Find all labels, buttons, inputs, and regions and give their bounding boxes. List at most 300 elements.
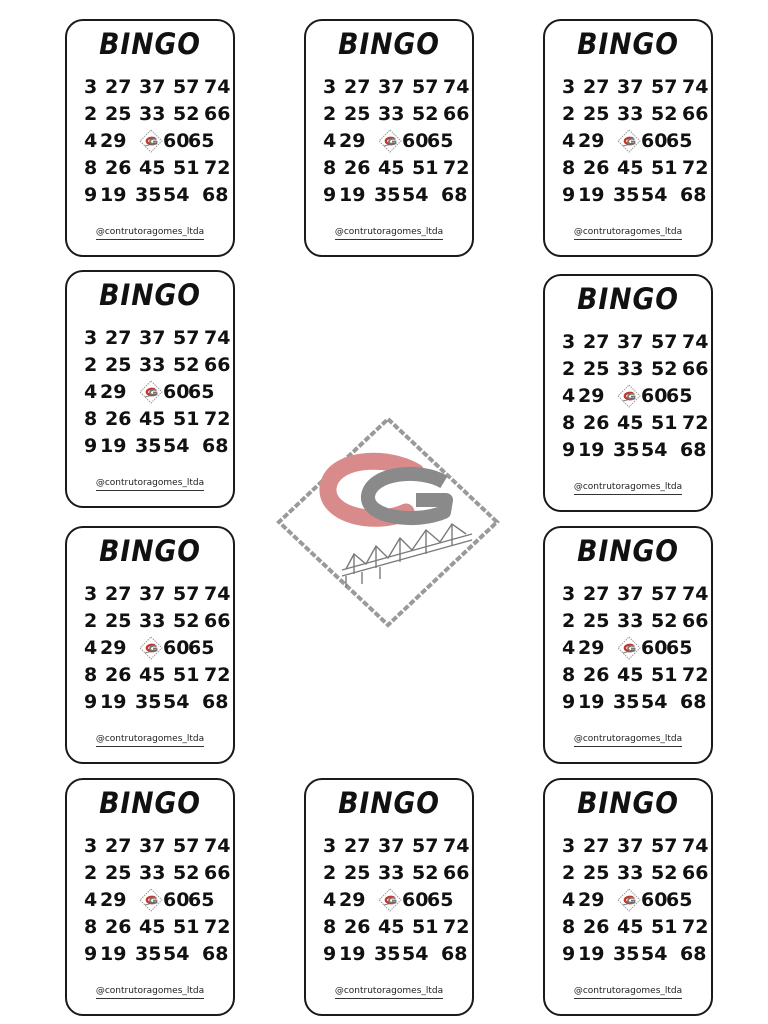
number-cell: 4	[562, 637, 576, 659]
number-cell: 51	[412, 916, 439, 938]
number-cell: 68	[680, 184, 707, 206]
number-row	[67, 381, 233, 407]
number-cell: 37	[139, 835, 166, 857]
company-logo-icon	[139, 636, 163, 660]
number-row	[67, 691, 233, 717]
number-cell: 60	[641, 130, 668, 152]
number-cell: 68	[441, 184, 468, 206]
number-cell: 33	[139, 610, 166, 632]
number-row	[306, 184, 472, 210]
number-cell: 2	[562, 862, 576, 884]
number-cell: 33	[139, 862, 166, 884]
card-title: BINGO	[99, 786, 201, 820]
number-cell: 9	[562, 943, 576, 965]
number-cell: 4	[562, 130, 576, 152]
number-row	[545, 103, 711, 129]
number-cell: 25	[105, 103, 132, 125]
number-cell: 65	[188, 889, 215, 911]
number-cell: 68	[202, 184, 229, 206]
number-row	[67, 610, 233, 636]
number-cell: 45	[617, 412, 644, 434]
number-row	[545, 835, 711, 861]
card-title: BINGO	[99, 27, 201, 61]
number-cell: 26	[105, 664, 132, 686]
number-cell: 74	[682, 583, 709, 605]
number-cell: 66	[682, 610, 709, 632]
number-cell: 54	[641, 943, 668, 965]
number-cell: 3	[323, 835, 337, 857]
social-handle: @contrutoragomes_ltda	[545, 227, 711, 237]
number-cell: 74	[443, 76, 470, 98]
bingo-card	[65, 270, 235, 508]
number-row	[67, 184, 233, 210]
number-cell: 60	[402, 130, 429, 152]
number-cell: 33	[617, 358, 644, 380]
number-cell: 37	[139, 76, 166, 98]
number-row	[67, 862, 233, 888]
number-cell: 27	[105, 835, 132, 857]
number-cell: 19	[339, 943, 366, 965]
number-cell: 72	[204, 157, 231, 179]
number-row	[545, 583, 711, 609]
number-cell: 57	[412, 835, 439, 857]
number-cell: 25	[105, 354, 132, 376]
number-cell: 52	[412, 103, 439, 125]
number-cell: 54	[402, 943, 429, 965]
number-cell: 25	[344, 103, 371, 125]
number-row	[545, 691, 711, 717]
number-cell: 2	[323, 103, 337, 125]
card-title: BINGO	[577, 786, 679, 820]
number-cell: 27	[105, 583, 132, 605]
card-title: BINGO	[99, 278, 201, 312]
company-logo-bridge-icon	[276, 416, 500, 628]
number-cell: 3	[562, 583, 576, 605]
number-cell: 54	[402, 184, 429, 206]
number-row	[545, 385, 711, 411]
number-row	[545, 943, 711, 969]
number-row	[67, 103, 233, 129]
number-cell: 27	[583, 835, 610, 857]
number-cell: 4	[84, 889, 98, 911]
number-cell: 27	[105, 76, 132, 98]
number-row	[67, 76, 233, 102]
number-row	[67, 130, 233, 156]
number-cell: 37	[378, 76, 405, 98]
number-row	[545, 76, 711, 102]
card-title: BINGO	[577, 27, 679, 61]
number-cell: 2	[84, 103, 98, 125]
number-cell: 26	[344, 157, 371, 179]
number-cell: 45	[617, 916, 644, 938]
number-cell: 26	[583, 664, 610, 686]
number-cell: 9	[84, 184, 98, 206]
number-cell: 66	[204, 354, 231, 376]
number-cell: 26	[105, 408, 132, 430]
number-cell: 60	[163, 381, 190, 403]
number-cell: 68	[202, 943, 229, 965]
number-cell: 65	[666, 130, 693, 152]
number-cell: 57	[173, 835, 200, 857]
number-cell: 4	[562, 385, 576, 407]
company-logo-icon	[139, 129, 163, 153]
number-cell: 65	[427, 130, 454, 152]
number-cell: 9	[562, 184, 576, 206]
number-cell: 57	[651, 76, 678, 98]
number-cell: 45	[139, 916, 166, 938]
number-row	[306, 835, 472, 861]
number-row	[545, 412, 711, 438]
number-row	[67, 835, 233, 861]
card-title: BINGO	[577, 534, 679, 568]
number-cell: 2	[84, 354, 98, 376]
number-cell: 3	[84, 583, 98, 605]
number-cell: 25	[583, 103, 610, 125]
number-cell: 52	[173, 103, 200, 125]
number-cell: 72	[204, 408, 231, 430]
number-cell: 68	[680, 439, 707, 461]
social-handle: @contrutoragomes_ltda	[67, 227, 233, 237]
number-cell: 68	[202, 691, 229, 713]
number-cell: 2	[562, 103, 576, 125]
bingo-card	[304, 778, 474, 1016]
number-cell: 54	[641, 439, 668, 461]
number-cell: 72	[682, 412, 709, 434]
company-logo-icon	[139, 380, 163, 404]
number-cell: 52	[651, 358, 678, 380]
number-cell: 35	[613, 439, 640, 461]
social-handle: @contrutoragomes_ltda	[67, 986, 233, 996]
number-cell: 52	[651, 103, 678, 125]
number-cell: 25	[583, 862, 610, 884]
number-cell: 27	[583, 331, 610, 353]
number-cell: 29	[578, 889, 605, 911]
number-cell: 66	[443, 103, 470, 125]
number-cell: 57	[651, 331, 678, 353]
number-cell: 65	[666, 889, 693, 911]
number-cell: 45	[617, 157, 644, 179]
number-cell: 19	[578, 943, 605, 965]
number-cell: 19	[578, 439, 605, 461]
number-cell: 29	[100, 637, 127, 659]
company-logo-icon	[139, 888, 163, 912]
number-cell: 8	[84, 664, 98, 686]
number-row	[67, 327, 233, 353]
number-cell: 54	[163, 691, 190, 713]
number-cell: 35	[135, 184, 162, 206]
number-row	[545, 184, 711, 210]
number-cell: 35	[135, 435, 162, 457]
number-cell: 54	[163, 184, 190, 206]
number-cell: 52	[173, 610, 200, 632]
number-cell: 19	[578, 691, 605, 713]
number-row	[545, 916, 711, 942]
number-cell: 68	[680, 691, 707, 713]
number-cell: 4	[323, 889, 337, 911]
social-handle: @contrutoragomes_ltda	[67, 478, 233, 488]
number-cell: 72	[443, 916, 470, 938]
number-cell: 51	[651, 157, 678, 179]
number-cell: 72	[682, 157, 709, 179]
number-cell: 57	[173, 583, 200, 605]
number-cell: 74	[682, 331, 709, 353]
number-cell: 60	[641, 385, 668, 407]
number-cell: 33	[617, 610, 644, 632]
number-cell: 74	[204, 835, 231, 857]
number-cell: 33	[378, 103, 405, 125]
number-cell: 4	[562, 889, 576, 911]
number-cell: 65	[666, 385, 693, 407]
number-row	[545, 439, 711, 465]
number-cell: 4	[84, 637, 98, 659]
number-cell: 33	[378, 862, 405, 884]
number-cell: 9	[323, 943, 337, 965]
number-cell: 27	[105, 327, 132, 349]
number-cell: 74	[204, 583, 231, 605]
number-cell: 29	[100, 889, 127, 911]
number-cell: 37	[139, 327, 166, 349]
number-cell: 54	[163, 943, 190, 965]
social-handle: @contrutoragomes_ltda	[545, 986, 711, 996]
number-cell: 51	[173, 157, 200, 179]
number-cell: 29	[578, 637, 605, 659]
number-row	[67, 408, 233, 434]
number-cell: 25	[583, 610, 610, 632]
company-logo-icon	[617, 888, 641, 912]
number-cell: 8	[84, 157, 98, 179]
number-cell: 3	[84, 327, 98, 349]
number-row	[545, 358, 711, 384]
number-cell: 66	[204, 103, 231, 125]
number-cell: 8	[562, 916, 576, 938]
number-cell: 8	[323, 157, 337, 179]
number-cell: 65	[188, 130, 215, 152]
number-cell: 33	[139, 103, 166, 125]
number-row	[67, 916, 233, 942]
number-cell: 66	[443, 862, 470, 884]
number-cell: 9	[562, 439, 576, 461]
number-row	[306, 862, 472, 888]
number-cell: 35	[135, 691, 162, 713]
number-cell: 8	[562, 412, 576, 434]
number-cell: 60	[163, 130, 190, 152]
number-cell: 60	[641, 637, 668, 659]
number-cell: 19	[578, 184, 605, 206]
number-cell: 26	[583, 157, 610, 179]
social-handle: @contrutoragomes_ltda	[67, 734, 233, 744]
number-cell: 60	[163, 889, 190, 911]
number-cell: 25	[344, 862, 371, 884]
number-cell: 37	[617, 583, 644, 605]
number-cell: 2	[84, 862, 98, 884]
number-row	[545, 664, 711, 690]
number-cell: 25	[105, 862, 132, 884]
number-cell: 33	[139, 354, 166, 376]
number-cell: 35	[135, 943, 162, 965]
number-cell: 37	[617, 331, 644, 353]
number-cell: 8	[323, 916, 337, 938]
number-row	[67, 889, 233, 915]
number-cell: 37	[617, 76, 644, 98]
number-cell: 27	[583, 76, 610, 98]
number-cell: 2	[562, 610, 576, 632]
number-cell: 29	[339, 889, 366, 911]
number-row	[545, 130, 711, 156]
number-cell: 57	[651, 835, 678, 857]
number-cell: 2	[84, 610, 98, 632]
bingo-card	[543, 19, 713, 257]
number-cell: 54	[641, 184, 668, 206]
bingo-card	[65, 526, 235, 764]
number-row	[67, 435, 233, 461]
number-cell: 65	[666, 637, 693, 659]
card-title: BINGO	[338, 27, 440, 61]
number-cell: 26	[583, 412, 610, 434]
number-cell: 29	[578, 130, 605, 152]
number-cell: 29	[339, 130, 366, 152]
number-cell: 68	[441, 943, 468, 965]
social-handle: @contrutoragomes_ltda	[306, 986, 472, 996]
number-cell: 45	[139, 157, 166, 179]
number-cell: 37	[139, 583, 166, 605]
number-cell: 74	[204, 76, 231, 98]
number-cell: 27	[344, 835, 371, 857]
company-logo-icon	[378, 888, 402, 912]
number-cell: 3	[562, 331, 576, 353]
number-cell: 74	[443, 835, 470, 857]
number-cell: 2	[562, 358, 576, 380]
number-cell: 74	[682, 76, 709, 98]
bingo-card	[65, 778, 235, 1016]
social-handle: @contrutoragomes_ltda	[306, 227, 472, 237]
number-cell: 35	[613, 184, 640, 206]
number-cell: 35	[374, 943, 401, 965]
number-cell: 9	[84, 943, 98, 965]
number-row	[306, 103, 472, 129]
number-cell: 54	[163, 435, 190, 457]
card-title: BINGO	[338, 786, 440, 820]
number-cell: 66	[682, 103, 709, 125]
number-cell: 68	[202, 435, 229, 457]
number-cell: 19	[339, 184, 366, 206]
number-cell: 74	[682, 835, 709, 857]
number-cell: 68	[680, 943, 707, 965]
number-cell: 33	[617, 862, 644, 884]
number-row	[306, 943, 472, 969]
number-cell: 3	[562, 76, 576, 98]
number-cell: 29	[100, 381, 127, 403]
number-cell: 9	[84, 435, 98, 457]
number-cell: 51	[651, 916, 678, 938]
number-row	[545, 331, 711, 357]
number-cell: 25	[583, 358, 610, 380]
number-cell: 3	[84, 835, 98, 857]
number-cell: 25	[105, 610, 132, 632]
number-cell: 54	[641, 691, 668, 713]
number-cell: 8	[562, 157, 576, 179]
bingo-card	[304, 19, 474, 257]
number-cell: 29	[100, 130, 127, 152]
bingo-card	[543, 526, 713, 764]
number-cell: 57	[651, 583, 678, 605]
number-cell: 26	[344, 916, 371, 938]
number-row	[67, 664, 233, 690]
number-row	[67, 157, 233, 183]
number-cell: 52	[173, 354, 200, 376]
number-cell: 37	[378, 835, 405, 857]
number-cell: 66	[204, 610, 231, 632]
number-cell: 3	[562, 835, 576, 857]
number-row	[545, 637, 711, 663]
number-cell: 45	[139, 408, 166, 430]
number-cell: 72	[682, 916, 709, 938]
number-cell: 51	[173, 916, 200, 938]
number-cell: 9	[84, 691, 98, 713]
number-cell: 51	[173, 664, 200, 686]
number-cell: 33	[617, 103, 644, 125]
number-cell: 66	[204, 862, 231, 884]
number-cell: 37	[617, 835, 644, 857]
number-cell: 51	[412, 157, 439, 179]
company-logo-icon	[617, 129, 641, 153]
number-cell: 72	[443, 157, 470, 179]
number-cell: 3	[323, 76, 337, 98]
number-cell: 19	[100, 435, 127, 457]
number-cell: 26	[105, 916, 132, 938]
number-cell: 51	[651, 664, 678, 686]
number-row	[306, 157, 472, 183]
number-cell: 51	[651, 412, 678, 434]
number-cell: 19	[100, 691, 127, 713]
number-row	[545, 889, 711, 915]
number-cell: 26	[105, 157, 132, 179]
number-cell: 26	[583, 916, 610, 938]
number-row	[306, 916, 472, 942]
number-cell: 8	[562, 664, 576, 686]
number-cell: 45	[378, 916, 405, 938]
number-cell: 27	[344, 76, 371, 98]
number-row	[306, 76, 472, 102]
number-cell: 35	[374, 184, 401, 206]
bingo-card	[65, 19, 235, 257]
number-cell: 65	[188, 381, 215, 403]
number-row	[67, 637, 233, 663]
number-cell: 3	[84, 76, 98, 98]
number-cell: 74	[204, 327, 231, 349]
number-cell: 52	[173, 862, 200, 884]
number-row	[67, 943, 233, 969]
number-cell: 66	[682, 862, 709, 884]
number-cell: 35	[613, 943, 640, 965]
number-cell: 52	[651, 862, 678, 884]
number-cell: 51	[173, 408, 200, 430]
number-cell: 45	[139, 664, 166, 686]
number-cell: 29	[578, 385, 605, 407]
card-title: BINGO	[577, 282, 679, 316]
number-cell: 66	[682, 358, 709, 380]
number-cell: 65	[427, 889, 454, 911]
number-cell: 8	[84, 916, 98, 938]
number-cell: 27	[583, 583, 610, 605]
number-cell: 19	[100, 184, 127, 206]
number-cell: 19	[100, 943, 127, 965]
number-cell: 4	[323, 130, 337, 152]
number-row	[545, 610, 711, 636]
number-cell: 57	[412, 76, 439, 98]
number-row	[67, 354, 233, 380]
number-cell: 57	[173, 76, 200, 98]
number-cell: 60	[402, 889, 429, 911]
